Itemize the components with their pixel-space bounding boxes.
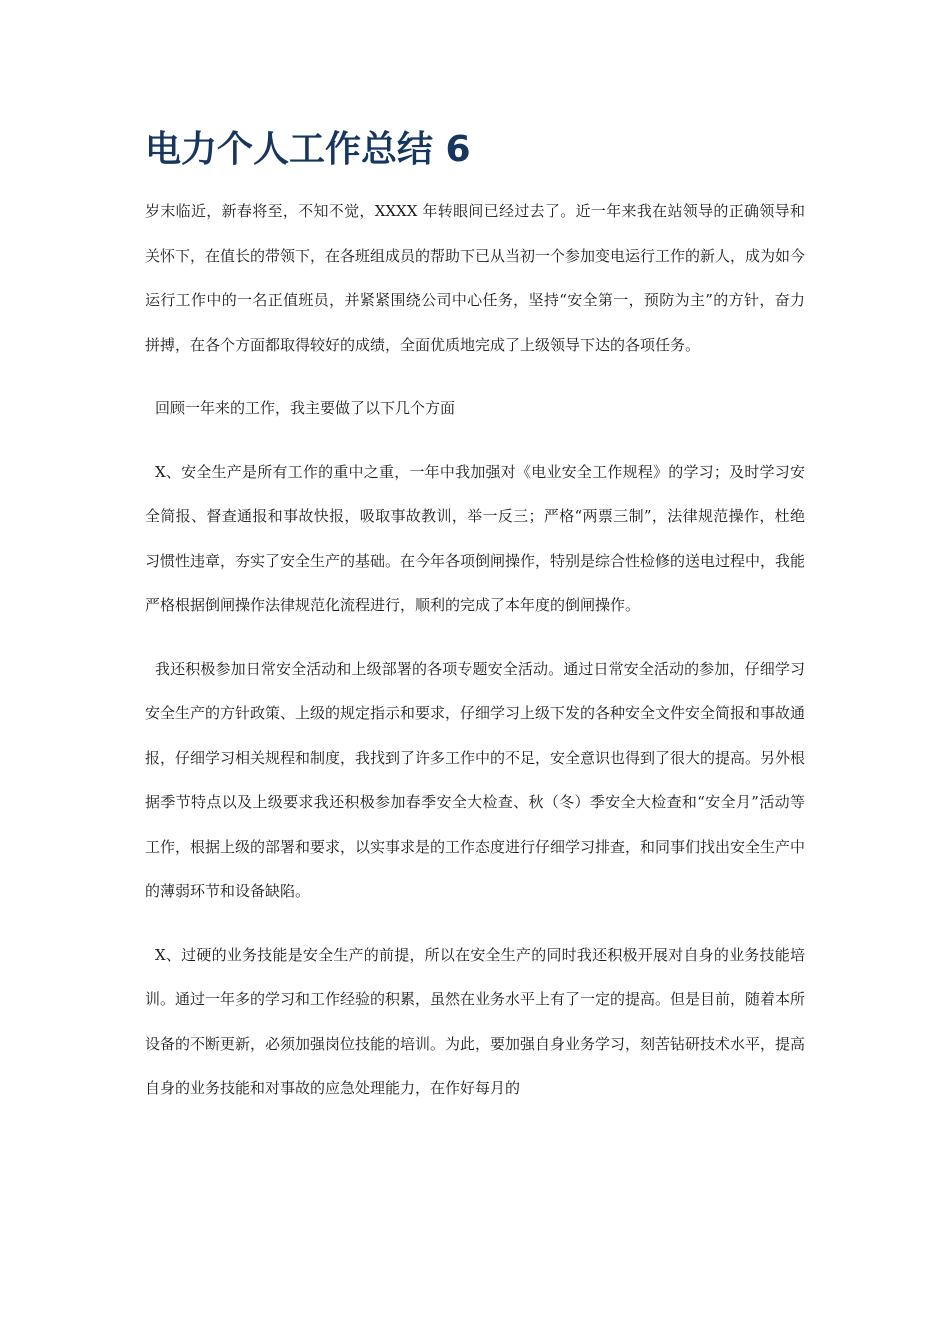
document-body	[145, 189, 805, 1111]
document-title: 电力个人工作总结 6	[145, 129, 471, 170]
paragraph-skills: X、过硬的业务技能是安全生产的前提，所以在安全生产的同时我还积极开展对自身的业务技能培训。通过一年多的学习和工作经验的积累，虽然在业务水平上有了一定的提高。但是目前，随着本所设备的不断更新，必须加强岗位技能的培训。为此，要加强自身业务学习，刻苦钻研技术水平，提高自身的业务技能和对事故的应急处理能力，在作好每月的	[145, 945, 806, 1097]
paragraph-activities: 我还积极参加日常安全活动和上级部署的各项专题安全活动。通过日常安全活动的参加，仔细学习安全生产的方针政策、上级的规定指示和要求，仔细学习上级下发的各种安全文件安全简报和事故通报，仔细学习相关规程和制度，我找到了许多工作中的不足，安全意识也得到了很大的提高。另外根据季节特点以及上级要求我还积极参加春季安全大检查、秋（冬）季安全大检查和“安全月”活动等工作，根据上级的部署和要求，以实事求是的工作态度进行仔细学习排查，和同事们找出安全生产中的薄弱环节和设备缺陷。	[145, 659, 806, 900]
paragraph-safety: X、安全生产是所有工作的重中之重，一年中我加强对《电业安全工作规程》的学习；及时学习安全简报、督查通报和事故快报，吸取事故教训，举一反三；严格“两票三制”，法律规范操作，杜绝习惯性违章，夯实了安全生产的基础。在今年各项倒闸操作，特别是综合性检修的送电过程中，我能严格根据倒闸操作法律规范化流程进行，顺利的完成了本年度的倒闸操作。	[145, 462, 806, 614]
paragraph-intro: 岁末临近，新春将至，不知不觉，XXXX 年转眼间已经过去了。近一年来我在站领导的正确领导和关怀下，在值长的带领下，在各班组成员的帮助下已从当初一个参加变电运行工作的新人，成为如今运行工作中的一名正值班员，并紧紧围绕公司中心任务，坚持“安全第一，预防为主”的方针，奋力拼搏，在各个方面都取得较好的成绩，全面优质地完成了上级领导下达的各项任务。	[145, 202, 806, 354]
paragraph-review: 回顾一年来的工作，我主要做了以下几个方面	[155, 399, 456, 417]
